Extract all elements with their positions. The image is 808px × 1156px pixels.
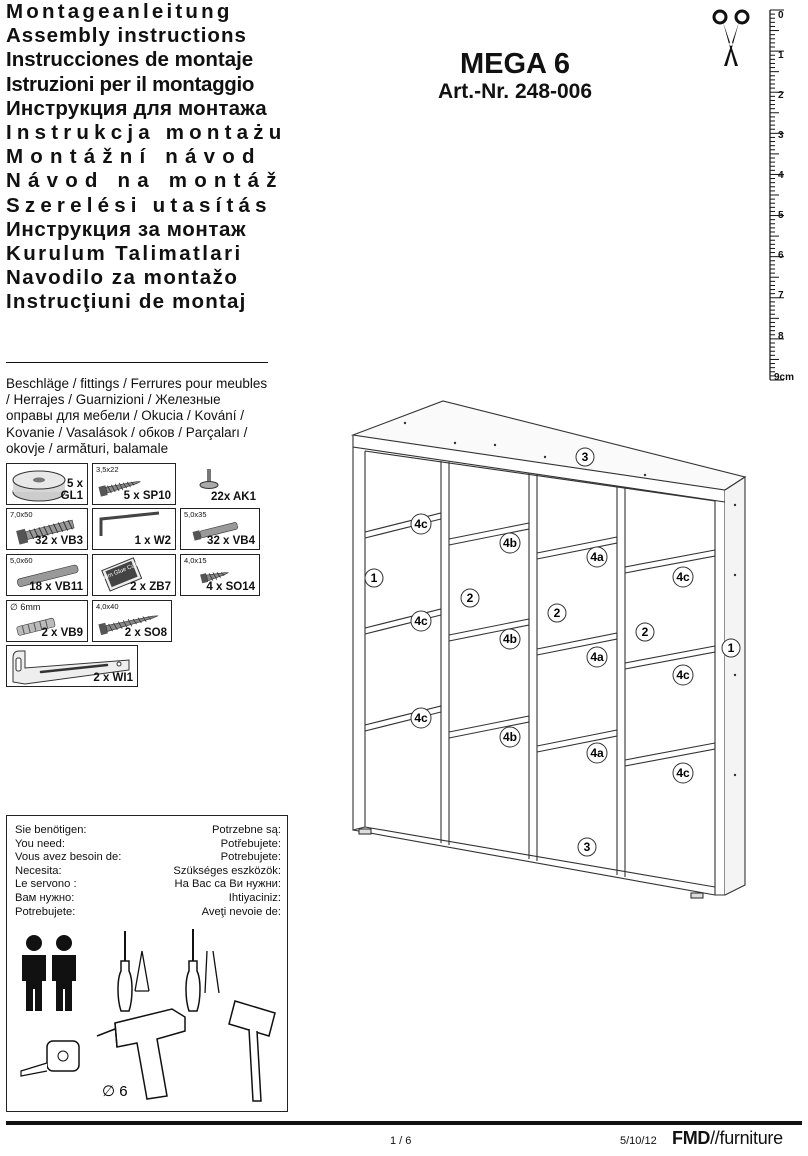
part-ak1	[180, 463, 260, 505]
tools-heading-left	[15, 824, 121, 919]
tape-measure-icon	[21, 1041, 79, 1076]
ruler-label: 1	[778, 50, 784, 61]
part-vb11	[6, 554, 88, 596]
part-vb3	[6, 508, 88, 550]
title-underline	[6, 362, 268, 363]
tools-text: Vous avez besoin de:	[15, 851, 122, 864]
callout-bottom: 3	[583, 840, 591, 854]
callout-shelf-4c: 4c	[676, 766, 690, 780]
part-zb7	[92, 554, 176, 596]
tools-text: На Вас са Ви нужни:	[174, 878, 281, 891]
part-qty: 32 x VB3	[35, 535, 83, 547]
title-de: Montageanleitung	[6, 0, 233, 23]
ruler-label: 8	[778, 331, 784, 342]
title-sk: Návod na montáž	[6, 169, 284, 193]
part-qty: 5 x GL1	[60, 478, 83, 502]
ruler-label: 2	[778, 90, 784, 101]
tools-illustration	[7, 921, 287, 1111]
callout-divider: 2	[641, 625, 649, 639]
tools-text: Вам нужно:	[15, 891, 75, 904]
part-wi1	[6, 645, 138, 687]
part-vb9	[6, 600, 88, 642]
tools-text: Aveţi nevoie de:	[201, 905, 281, 918]
brand-suffix: //furniture	[710, 1128, 783, 1148]
part-qty: 5 x SP10	[123, 490, 171, 502]
tools-text: Ihtiyaciniz:	[228, 891, 281, 904]
part-size: 7,0x50	[10, 510, 33, 519]
part-w2	[92, 508, 176, 550]
two-persons-icon	[22, 935, 76, 1011]
part-so14	[180, 554, 260, 596]
product-block	[400, 48, 630, 104]
tools-text: Szükséges eszközök:	[173, 864, 281, 877]
callout-shelf-4a: 4a	[590, 746, 604, 760]
part-vb4	[180, 508, 260, 550]
tools-text: Le servono :	[15, 878, 77, 891]
flat-screwdriver-icon	[186, 929, 219, 1011]
part-qty: 32 x VB4	[207, 535, 255, 547]
ruler-label: 3	[778, 130, 784, 141]
callout-shelf-4c: 4c	[676, 668, 690, 682]
part-qty: 1 x W2	[134, 535, 171, 547]
fittings-heading: Beschläge / fittings / Ferrures pour meubles / Herrajes / Guarnizioni / Железные оправы для мебели / Okucia / Kování / Kovanie / Vasalások / обков / Parçaları / okovje / armături, balamale	[6, 376, 268, 456]
page-number: 1 / 6	[390, 1135, 412, 1147]
title-pl: Instrukcja montażu	[6, 121, 287, 145]
tools-text: You need:	[15, 837, 65, 850]
title-it: Istruzioni per il montaggio	[6, 72, 255, 96]
part-qty: 4 x SO14	[206, 581, 255, 593]
part-size: 5,0x60	[10, 556, 33, 565]
part-sp10	[92, 463, 176, 505]
part-size: 5,0x35	[184, 510, 207, 519]
brand-name: FMD	[672, 1128, 711, 1148]
tools-text: Potřebujete:	[220, 837, 281, 850]
ruler-label: 7	[778, 290, 784, 301]
hammer-icon	[229, 1001, 275, 1101]
shelving-unit-drawing	[345, 395, 755, 905]
ruler-label: 6	[778, 250, 784, 261]
tools-text: Sie benötigen:	[15, 824, 87, 836]
part-size: 4,0x15	[184, 556, 207, 565]
title-block	[6, 0, 287, 315]
title-bg: Инструкция за монтаж	[6, 217, 247, 241]
title-es: Instrucciones de montaje	[6, 48, 254, 72]
part-size: ∅ 6mm	[10, 602, 41, 612]
part-size: 4,0x40	[96, 602, 119, 611]
brand-logo	[672, 1128, 783, 1149]
part-qty: 2 x SO8	[124, 627, 167, 639]
title-cz: Montážní návod	[6, 145, 262, 169]
callout-divider: 2	[466, 591, 474, 605]
title-hu: Szerelési utasítás	[6, 193, 272, 217]
part-qty: 22x AK1	[211, 491, 256, 503]
tools-heading-right	[173, 824, 281, 919]
tools-text: Potrebujete:	[15, 905, 76, 918]
ruler-label: 0	[778, 10, 784, 21]
callout-side: 1	[727, 641, 735, 655]
glue-pack-text: Leim Glue Colle	[99, 560, 142, 583]
callout-shelf-4b: 4b	[502, 632, 518, 646]
callout-shelf-4c: 4c	[676, 570, 690, 584]
document-date: 5/10/12	[620, 1135, 657, 1147]
callout-shelf-4c: 4c	[414, 711, 428, 725]
title-ru: Инструкция для монтажа	[6, 96, 267, 120]
ruler-label: 5	[778, 210, 784, 221]
callout-shelf-4c: 4c	[414, 614, 428, 628]
tools-text: Potrzebne są:	[211, 824, 281, 836]
callout-side: 1	[370, 571, 378, 585]
tools-text: Potrebujete:	[220, 851, 281, 864]
part-so8	[92, 600, 172, 642]
measuring-ruler	[760, 0, 808, 395]
drill-bit-size: ∅ 6	[102, 1083, 128, 1100]
callout-shelf-4c: 4c	[414, 517, 428, 531]
title-ro: Instrucţiuni de montaj	[6, 290, 247, 314]
footer-rule	[6, 1121, 802, 1125]
tools-text: Necesita:	[15, 864, 62, 877]
callout-shelf-4a: 4a	[590, 550, 604, 564]
phillips-screwdriver-icon	[118, 931, 149, 1011]
part-qty: 2 x WI1	[93, 672, 133, 684]
product-name: MEGA 6	[459, 48, 571, 80]
callout-top: 3	[581, 450, 589, 464]
callout-divider: 2	[553, 606, 561, 620]
title-tr: Kurulum Talimatlari	[6, 242, 243, 266]
callout-shelf-4b: 4b	[502, 536, 518, 550]
callout-shelf-4a: 4a	[590, 650, 604, 664]
part-qty: 2 x VB9	[41, 627, 83, 639]
ruler-scale	[760, 0, 808, 395]
part-qty: 18 x VB11	[29, 581, 83, 593]
part-qty: 2 x ZB7	[130, 581, 171, 593]
tools-box	[6, 815, 288, 1112]
ruler-label: 9cm	[774, 372, 795, 383]
part-gl1	[6, 463, 88, 505]
ruler-label: 4	[778, 170, 784, 181]
article-number: Art.-Nr. 248-006	[437, 80, 593, 103]
scissors-icon	[708, 8, 754, 68]
part-size: 3,5x22	[96, 465, 119, 474]
title-en: Assembly instructions	[6, 24, 247, 48]
callout-shelf-4b: 4b	[502, 730, 518, 744]
title-si: Navodilo za montažo	[6, 266, 239, 290]
